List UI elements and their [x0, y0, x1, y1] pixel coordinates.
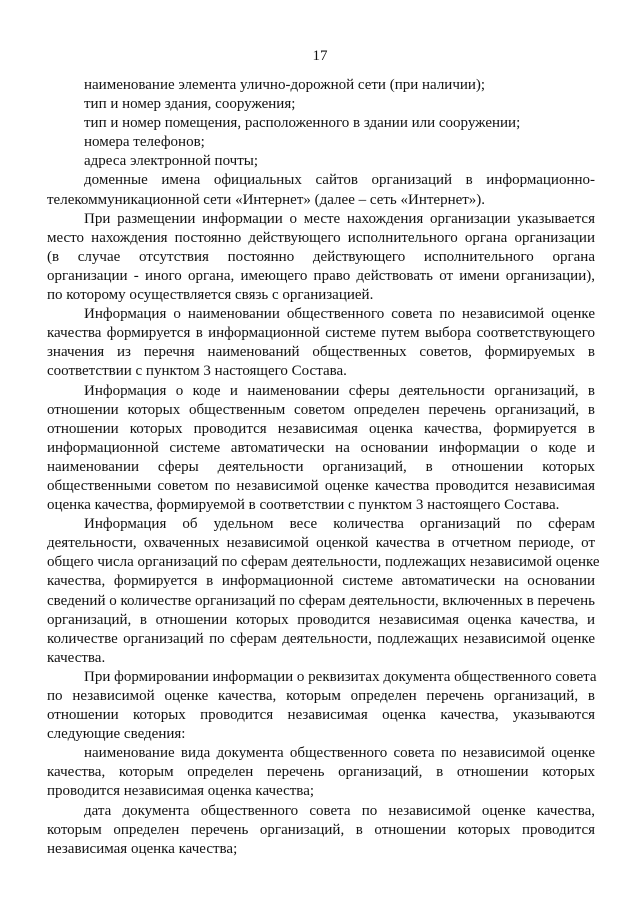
text-line: по независимой оценке качества, которым определен перечень организаций, в — [47, 688, 595, 704]
text-line: оценка качества, формируемой в соответствии с пунктом 3 настоящего Состава. — [47, 497, 560, 514]
text-line: отношении которых общественным советом определен перечень организаций, в — [47, 401, 595, 418]
text-line: количестве организаций по сферам деятельности, подлежащих независимой оценке — [47, 630, 595, 647]
text-line: Информация о наименовании общественного совета по независимой оценке — [84, 306, 595, 323]
text-line: отношении которых проводится независимая оценка качества, указываются — [47, 707, 595, 724]
text-line: При размещении информации о месте нахождения организации указывается — [84, 210, 595, 227]
paragraph — [47, 95, 595, 114]
paragraph — [47, 802, 595, 859]
document-body — [47, 76, 600, 859]
paragraph — [47, 744, 595, 801]
text-line: соответствии с пунктом 3 настоящего Состава. — [47, 363, 347, 380]
text-line: организаций, в отношении которых проводится независимая оценка качества, и — [47, 611, 595, 628]
text-line: организации - иного органа, имеющего право действовать от имени организации), — [47, 267, 595, 284]
text-line: дата документа общественного совета по независимой оценке качества, — [84, 802, 595, 819]
text-line: сведений о количестве организаций по сферам деятельности, включенных в перечень — [47, 592, 596, 609]
page-number: 17 — [312, 48, 328, 64]
text-line: наименовании сферы деятельности организаций, в отношении которых — [47, 458, 595, 475]
text-line: независимая оценка качества; — [47, 840, 238, 857]
text-line: Информация о коде и наименовании сферы деятельности организаций, в — [84, 382, 595, 399]
text-line: место нахождения постоянно действующего исполнительного органа организации — [47, 229, 595, 246]
text-line: деятельности, охваченных независимой оценкой качества в отчетном периоде, от — [47, 535, 595, 552]
paragraph — [47, 210, 595, 305]
text-line: телекоммуникационной сети «Интернет» (далее – сеть «Интернет»). — [47, 191, 486, 208]
text-line: проводится независимая оценка качества; — [47, 783, 315, 800]
text-line: качества, которым определен перечень организаций, в отношении которых — [47, 764, 595, 781]
text-line: (в случае отсутствия постоянно действующего исполнительного органа — [47, 248, 595, 265]
text-line: общественными советом по независимой оценке качества проводится независимая — [47, 477, 595, 494]
text-line: наименование элемента улично-дорожной сети (при наличии); — [84, 77, 486, 93]
text-line: тип и номер здания, сооружения; — [84, 96, 296, 113]
text-line: следующие сведения: — [47, 726, 186, 743]
text-line: При формировании информации о реквизитах документа общественного совета — [84, 668, 597, 685]
text-line: адреса электронной почты; — [84, 153, 259, 170]
text-line: номера телефонов; — [84, 134, 205, 151]
paragraph — [47, 668, 595, 744]
text-line: качества. — [47, 649, 106, 666]
text-line: тип и номер помещения, расположенного в здании или сооружении; — [84, 115, 521, 132]
text-line: которым определен перечень организаций, в отношении которых проводится — [47, 821, 595, 838]
paragraph — [47, 76, 595, 95]
text-line: доменные имена официальных сайтов организаций в информационно- — [84, 172, 595, 189]
paragraph — [47, 152, 595, 171]
paragraph — [47, 114, 595, 133]
paragraph — [47, 382, 595, 516]
text-line: качества формируется в информационной системе путем выбора соответствующего — [47, 325, 595, 342]
paragraph — [47, 171, 595, 209]
text-line: по которому осуществляется связь с организацией. — [47, 287, 374, 304]
text-line: наименование вида документа общественного совета по независимой оценке — [84, 745, 595, 762]
text-line: значения из перечня наименований общественных советов, формируемых в — [47, 344, 595, 361]
text-line: отношении которых проводится независимая оценка качества, формируется в — [47, 420, 595, 437]
text-line: общего числа организаций по сферам деятельности, подлежащих независимой оценке — [47, 554, 600, 571]
text-line: качества, формируется в информационной системе автоматически на основании — [47, 573, 595, 590]
paragraph — [47, 133, 595, 152]
paragraph — [47, 515, 600, 668]
text-line: Информация об удельном весе количества организаций по сферам — [84, 516, 595, 533]
paragraph — [47, 305, 595, 381]
text-line: информационной системе автоматически на основании информации о коде и — [47, 439, 595, 456]
